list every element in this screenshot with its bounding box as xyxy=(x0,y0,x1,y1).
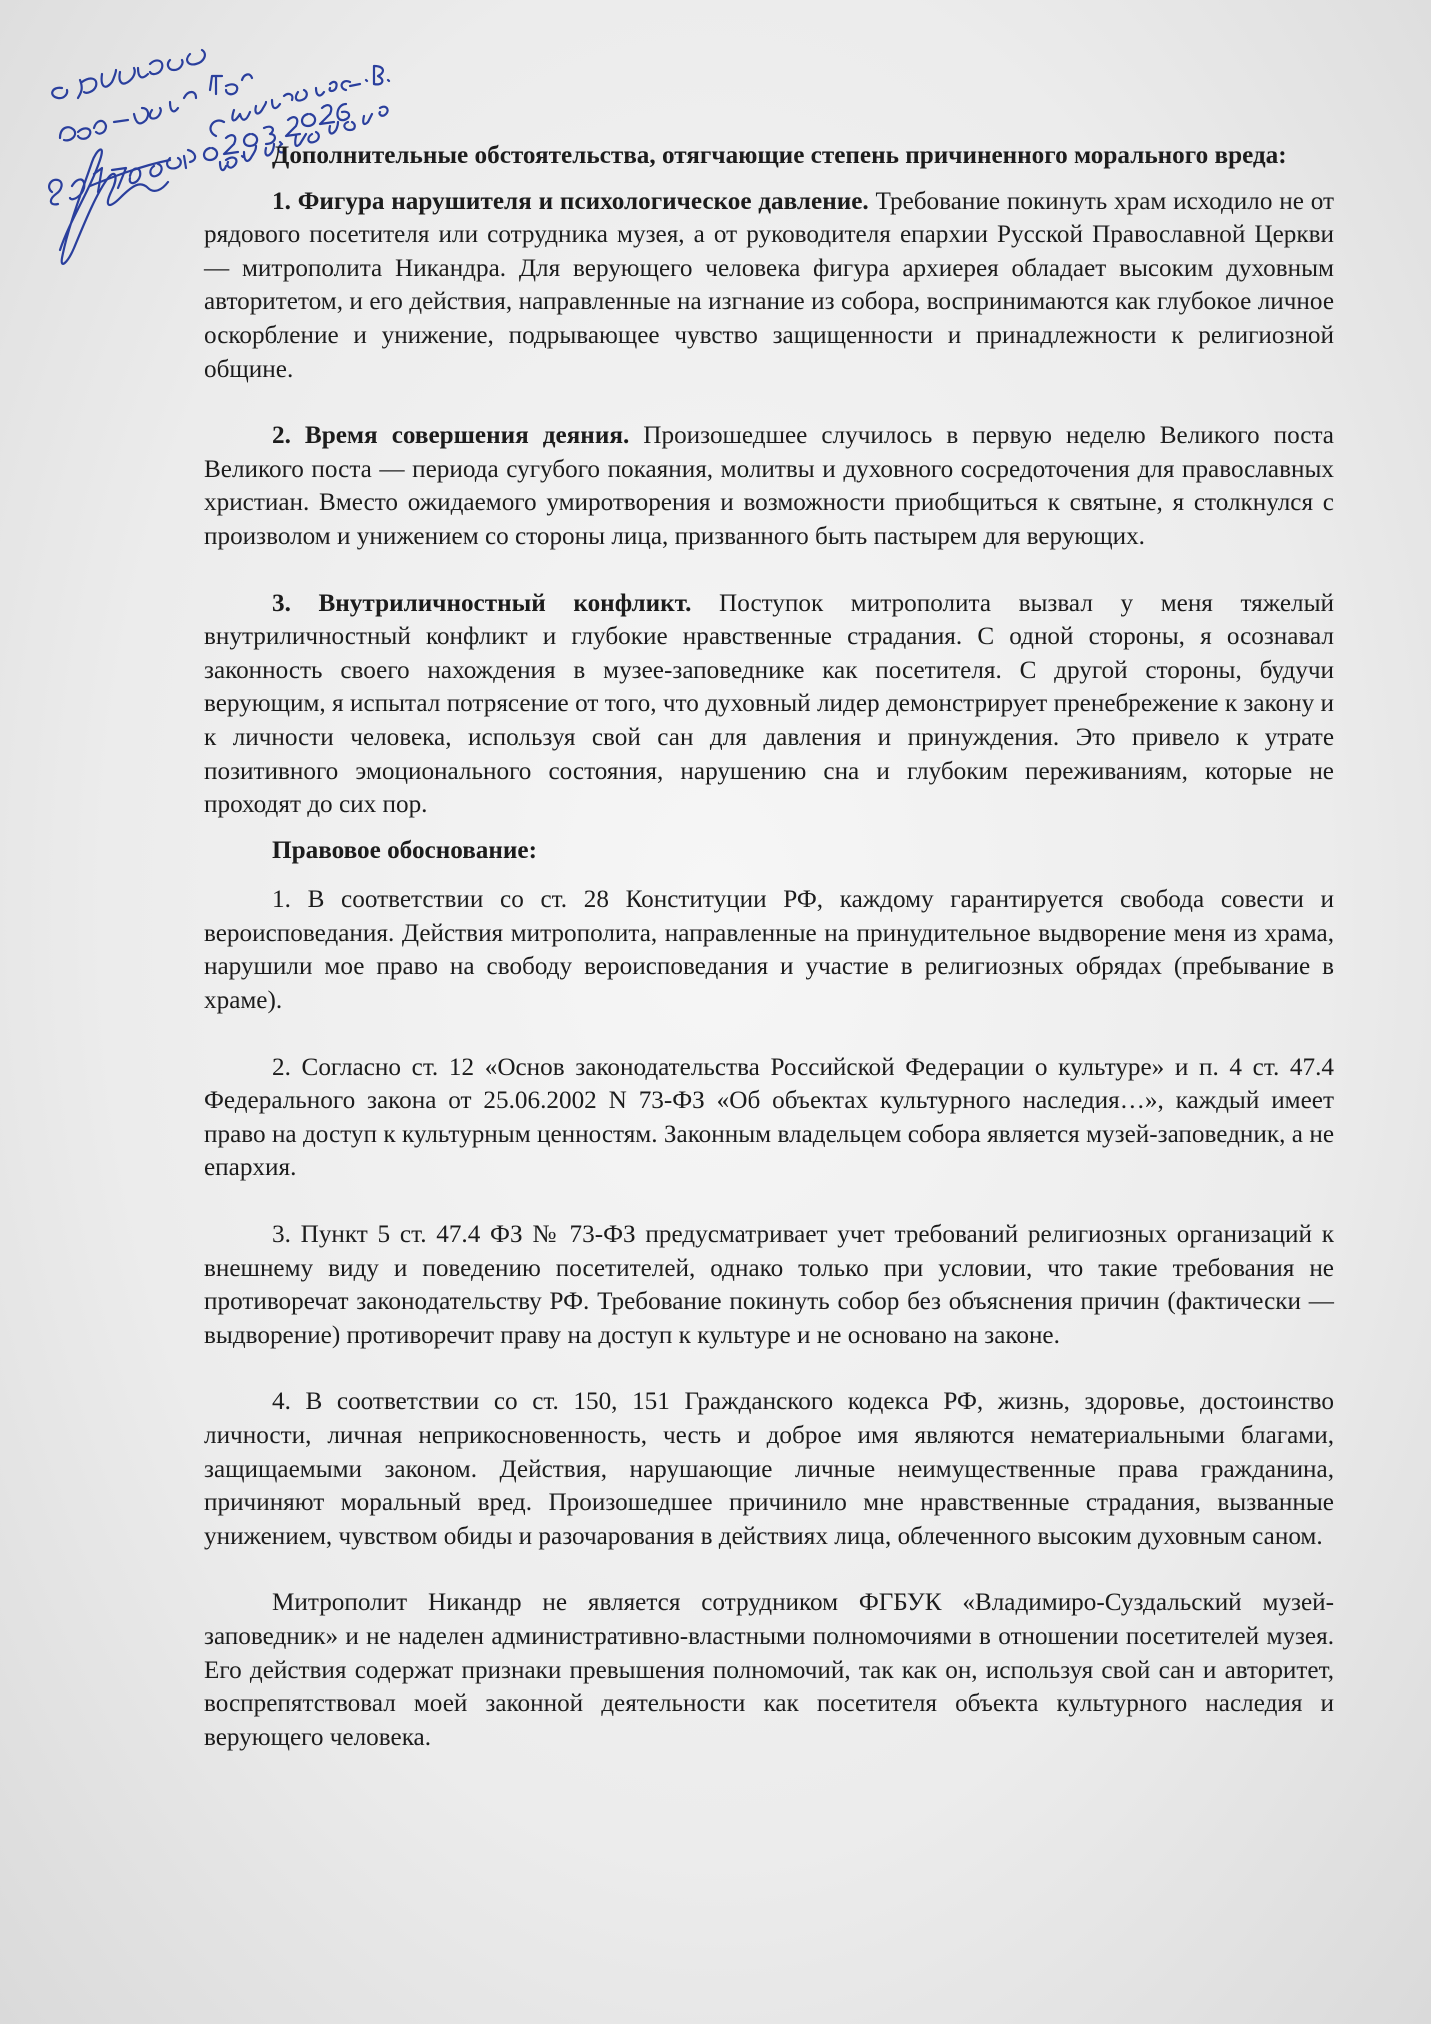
circumstance-item-2-lead: 2. Время совершения деяния. xyxy=(272,422,630,450)
legal-item-3: 3. Пункт 5 ст. 47.4 ФЗ № 73-ФЗ предусматривает учет требований религиозных организаций к внешнему виду и поведению посетителей, однако только при условии, что такие требования не противоречат законодательству РФ. Требование покинуть собор без объяснения причин (фактически — выдворение) противоречит праву на доступ к культуре и не основано на законе. xyxy=(204,1221,1334,1349)
circumstance-item-3-lead: 3. Внутриличностный конфликт. xyxy=(272,589,692,617)
circumstance-item-3 xyxy=(204,587,1334,822)
circumstance-item-2-text: Произошедшее случилось в первую неделю Великого поста Великого поста — периода сугубого покаяния, молитвы и духовного сосредоточения для православных христиан. Вместо ожидаемого умиротворения и возможности приобщиться к святыне, я столкнулся с произволом и унижением со стороны лица, призванного быть пастырем для верующих. xyxy=(204,422,1334,550)
circumstance-item-3-text: Поступок митрополита вызвал у меня тяжелый внутриличностный конфликт и глубокие нравственные страдания. С одной стороны, я осознавал законность своего нахождения в музее-заповеднике как посетителя. С другой стороны, будучи верующим, я испытал потрясение от того, что духовный лидер демонстрирует пренебрежение к закону и к личности человека, используя свой сан для давления и принуждения. Это привело к утрате позитивного эмоционального состояния, нарушению сна и глубоким переживаниям, которые не проходят до сих пор. xyxy=(204,589,1334,819)
legal-item-2: 2. Согласно ст. 12 «Основ законодательства Российской Федерации о культуре» и п. 4 ст. 47.4 Федерального закона от 25.06.2002 N 73-ФЗ «Об объектах культурного наследия…», каждый имеет право на доступ к культурным ценностям. Законным владельцем собора является музей-заповедник, а не епархия. xyxy=(204,1053,1334,1182)
legal-grounds-heading: Правовое обоснование: xyxy=(272,836,537,864)
circumstance-item-1-text: Требование покинуть храм исходило не от рядового посетителя или сотрудника музея, а от руководителя епархии Русской Православной Церкви — митрополита Никандра. Для верующего человека фигура архиерея обладает высоким духовным авторитетом, и его действия, направленные на изгнание из собора, воспринимаются как глубокое личное оскорбление и унижение, подрывающее чувство защищенности и принадлежности к религиозной общине. xyxy=(204,187,1334,383)
circumstance-item-1 xyxy=(204,185,1334,387)
legal-item-4: 4. В соответствии со ст. 150, 151 Гражданского кодекса РФ, жизнь, здоровье, достоинство личности, личная неприкосновенность, честь и доброе имя являются нематериальными благами, защищаемыми законом. Действия, нарушающие личные неимущественные права гражданина, причиняют моральный вред. Произошедшее причинило мне нравственные страдания, вызванные унижением, чувством обиды и разочарования в действиях лица, облеченного высоким духовным саном. xyxy=(204,1388,1334,1550)
aggravating-circumstances-heading: Дополнительные обстоятельства, отягчающие степень причиненного морального вреда: xyxy=(272,142,1287,169)
circumstance-item-1-lead: 1. Фигура нарушителя и психологическое давление. xyxy=(272,187,869,215)
closing-paragraph: Митрополит Никандр не является сотрудником ФГБУК «Владимиро-Суздальский музей-заповедник» и не наделен административно-властными полномочиями в отношении посетителей музея. Его действия содержат признаки превышения полномочий, так как он, используя свой сан и авторитет, воспрепятствовал моей законной деятельности как посетителя объекта культурного наследия и верующего человека. xyxy=(204,1589,1334,1751)
circumstance-item-2 xyxy=(204,419,1334,553)
document-page xyxy=(204,139,1334,1754)
legal-item-1: 1. В соответствии со ст. 28 Конституции РФ, каждому гарантируется свобода совести и вероисповедания. Действия митрополита, направленные на принудительное выдворение меня из храма, нарушили мое право на свободу вероисповедания и участие в религиозных обрядах (пребывание в храме). xyxy=(204,886,1334,1015)
